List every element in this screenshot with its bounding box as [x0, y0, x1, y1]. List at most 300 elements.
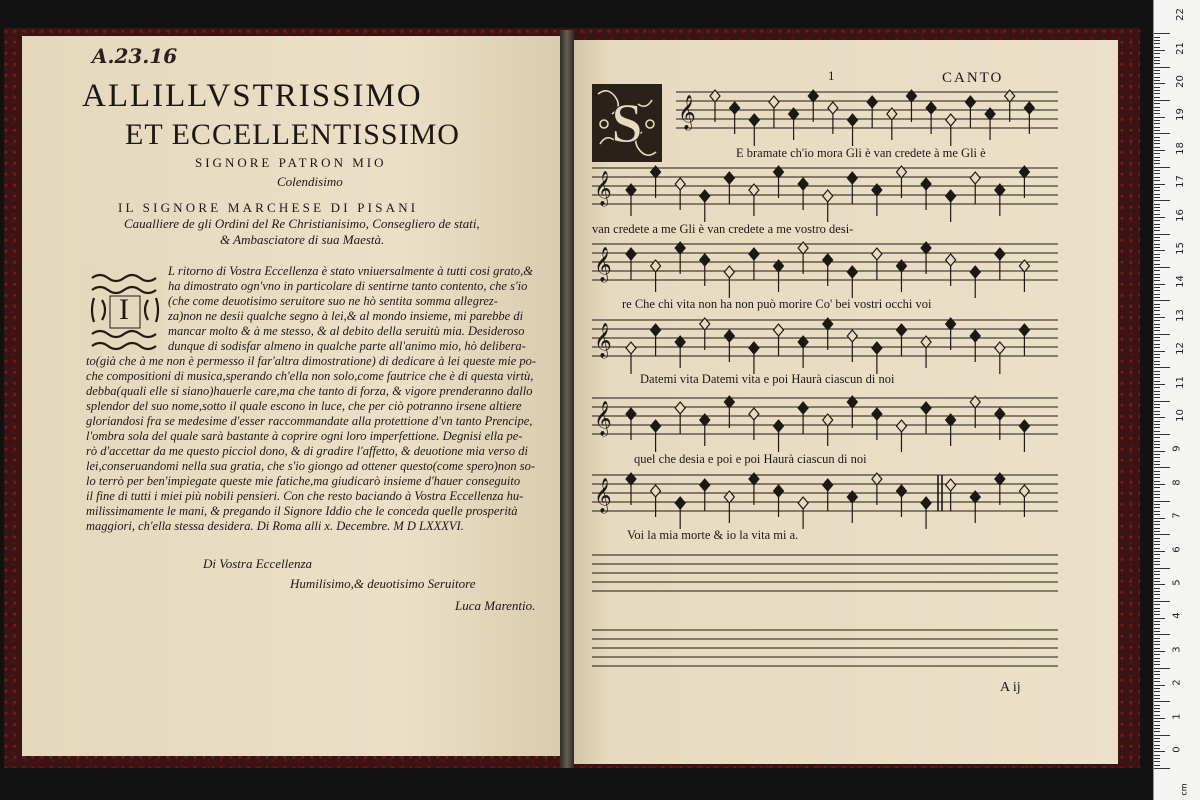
ruler-tick	[1154, 628, 1160, 629]
note-head	[823, 190, 833, 202]
ruler-tick	[1154, 187, 1160, 188]
ruler-tick	[1154, 40, 1160, 41]
ruler-tick	[1154, 421, 1160, 422]
ruler-tick	[1154, 511, 1160, 512]
ruler-tick	[1154, 361, 1160, 362]
note-head	[798, 178, 808, 190]
ruler-tick	[1154, 648, 1160, 649]
ruler-tick	[1154, 638, 1160, 639]
ruler-tick	[1154, 250, 1165, 251]
ruler-tick	[1154, 184, 1165, 185]
title-line-3: SIGNORE PATRON MIO	[195, 155, 387, 170]
ruler-tick	[1154, 741, 1160, 742]
note-head	[1024, 102, 1034, 114]
body-line-8: che compositioni di musica,sperando ch'ella non solo,come fautrice che è di questa virtù,	[86, 369, 534, 383]
note-head	[872, 248, 882, 260]
ruler-tick	[1154, 334, 1170, 335]
ruler-tick	[1154, 651, 1165, 652]
ruler-tick	[1154, 357, 1160, 358]
ruler-tick	[1154, 47, 1160, 48]
ruler-number: 6	[1171, 545, 1183, 553]
ruler-number: 9	[1171, 445, 1183, 453]
ruler-number: 11	[1174, 375, 1186, 389]
closing-line-2: Humilisimo,& deuotisimo Seruitore	[290, 576, 476, 591]
ruler-tick	[1154, 674, 1160, 675]
ruler-tick	[1154, 404, 1160, 405]
note-head	[995, 248, 1005, 260]
note-head	[798, 497, 808, 509]
ruler-tick	[1154, 571, 1160, 572]
note-head	[626, 248, 636, 260]
note-head	[700, 479, 710, 491]
ruler-tick	[1154, 427, 1160, 428]
body-line-3: (che come deuotisimo seruitore suo ne hò sentita somma allegrez-	[168, 294, 498, 308]
ruler-tick	[1154, 43, 1160, 44]
ruler-tick	[1154, 528, 1160, 529]
ruler-tick	[1154, 534, 1170, 535]
note-head	[848, 114, 858, 126]
note-head	[946, 190, 956, 202]
ruler-tick	[1154, 738, 1160, 739]
ruler-tick	[1154, 661, 1160, 662]
ruler-tick	[1154, 461, 1160, 462]
ruler-tick	[1154, 97, 1160, 98]
ruler-tick	[1154, 227, 1160, 228]
ruler-number: 14	[1174, 275, 1186, 289]
ruler-tick	[1154, 487, 1160, 488]
ruler-tick	[1154, 484, 1165, 485]
note-head	[651, 485, 661, 497]
body-line-16: il fine di tutti i miei più nobili pensieri. Con che resto baciando à Vostra Eccellenza hu-	[86, 489, 524, 503]
dedicatee-line-3: & Ambasciatore di sua Maestà.	[220, 232, 385, 247]
note-head	[946, 114, 956, 126]
ruler-tick	[1154, 280, 1160, 281]
ruler-tick	[1154, 755, 1160, 756]
note-head	[847, 266, 857, 278]
ruler-tick	[1154, 751, 1165, 752]
ruler-tick	[1154, 57, 1160, 58]
ruler-tick	[1154, 397, 1160, 398]
body-line-10: splendor del suo nome,sotto il quale escono in luce, che per ciò potranno irsene altiere	[86, 399, 522, 413]
ruler-tick	[1154, 247, 1160, 248]
ruler-tick	[1154, 735, 1170, 736]
ruler-tick	[1154, 558, 1160, 559]
staff-1	[676, 90, 1058, 146]
ruler-tick	[1154, 257, 1160, 258]
ruler-tick	[1154, 107, 1160, 108]
ruler-tick	[1154, 77, 1160, 78]
ruler-tick	[1154, 678, 1160, 679]
ruler-tick	[1154, 494, 1160, 495]
ruler-tick	[1154, 391, 1160, 392]
ruler-tick	[1154, 634, 1170, 635]
ruler-tick	[1154, 153, 1160, 154]
ruler-tick	[1154, 695, 1160, 696]
ruler-tick	[1154, 568, 1170, 569]
ruler-tick	[1154, 591, 1160, 592]
body-line-18: maggiori, ch'ella stessa desidera. Di Roma alli x. Decembre. M D LXXXVI.	[86, 519, 464, 533]
title-line-1: ALLILLVSTRISSIMO	[82, 78, 423, 114]
note-head	[626, 408, 636, 420]
ruler-tick	[1154, 711, 1160, 712]
note-head	[1019, 324, 1029, 336]
ruler-tick	[1154, 297, 1160, 298]
staff-6	[592, 473, 1058, 529]
ruler-tick	[1154, 481, 1160, 482]
treble-clef: 𝄞	[594, 247, 612, 282]
shelfmark: A.23.16	[92, 44, 178, 68]
ruler-tick	[1154, 601, 1170, 602]
ruler-tick	[1154, 698, 1160, 699]
ruler-tick	[1154, 324, 1160, 325]
ruler-number: 19	[1174, 108, 1186, 122]
note-head	[921, 178, 931, 190]
ruler-tick	[1154, 685, 1165, 686]
lyric-line-6: Voi la mia morte & io la vita mi a.	[627, 528, 799, 542]
ruler-tick	[1154, 83, 1165, 84]
ruler-tick	[1154, 467, 1170, 468]
ruler-tick	[1154, 194, 1160, 195]
note-head	[749, 114, 759, 126]
ruler-tick	[1154, 564, 1160, 565]
ruler-number: 5	[1171, 579, 1183, 586]
ruler-tick	[1154, 414, 1160, 415]
ruler-tick	[1154, 758, 1160, 759]
note-head	[774, 420, 784, 432]
ruler-tick	[1154, 300, 1170, 301]
ruler-tick	[1154, 234, 1170, 235]
ruler-tick	[1154, 441, 1160, 442]
ruler-tick	[1154, 514, 1160, 515]
staff-2	[592, 166, 1058, 222]
ruler-tick	[1154, 304, 1160, 305]
ruler-tick	[1154, 50, 1165, 51]
ruler-tick	[1154, 531, 1160, 532]
ruler-tick	[1154, 424, 1160, 425]
treble-clef: 𝄞	[594, 323, 612, 358]
ruler-tick	[1154, 314, 1160, 315]
ruler-tick	[1154, 407, 1160, 408]
ruler-tick	[1154, 588, 1160, 589]
ruler-number: 20	[1174, 75, 1186, 88]
ruler-tick	[1154, 614, 1160, 615]
body-line-1: L ritorno di Vostra Eccellenza è stato vniuersalmente à tutti cosi grato,&	[168, 264, 534, 278]
ruler-number: 8	[1171, 479, 1183, 486]
dedicatee-line-1: IL SIGNORE MARCHESE DI PISANI	[118, 200, 419, 215]
ruler-tick	[1154, 204, 1160, 205]
ruler-tick	[1154, 63, 1160, 64]
ruler-tick	[1154, 170, 1160, 171]
ruler-tick	[1154, 387, 1160, 388]
note-head	[798, 402, 808, 414]
ruler-tick	[1154, 745, 1160, 746]
lyric-line-5: quel che desia e poi e poi Haurà ciascun di noi	[634, 452, 867, 466]
ruler-tick	[1154, 618, 1165, 619]
note-head	[749, 342, 759, 354]
ruler-tick	[1154, 163, 1160, 164]
ruler-tick	[1154, 140, 1160, 141]
ruler-tick	[1154, 608, 1160, 609]
note-head	[651, 324, 661, 336]
ruler-number: 3	[1171, 646, 1183, 653]
ruler-tick	[1154, 701, 1170, 702]
title-line-2: ET ECCELLENTISSIMO	[125, 118, 460, 151]
ruler-tick	[1154, 224, 1160, 225]
note-head	[675, 497, 685, 509]
ruler-tick	[1154, 765, 1160, 766]
ruler-tick	[1154, 598, 1160, 599]
ruler-tick	[1154, 337, 1160, 338]
ruler-tick	[1154, 260, 1160, 261]
ruler-tick	[1154, 200, 1170, 201]
body-line-11: gloriandosi fra se medesime d'esser raccommandate alla protettione d'vn tanto Prencipe,	[86, 414, 533, 428]
body-line-9: debba(quali elle si siano)hauerle care,ma che tanto di forza, & vigore prenderanno dallo	[86, 384, 533, 398]
ruler-tick	[1154, 721, 1160, 722]
ruler-tick	[1154, 70, 1160, 71]
ruler-tick	[1154, 477, 1160, 478]
ruler-tick	[1154, 117, 1165, 118]
note-head	[724, 330, 734, 342]
treble-clef: 𝄞	[594, 401, 612, 436]
treble-clef: 𝄞	[594, 478, 612, 513]
initial-letter-s: S	[611, 93, 643, 155]
body-line-13: rò d'accettar da me questo picciol dono, & di gradire l'affetto, & deuotione mia verso di	[86, 444, 528, 458]
ruler-tick	[1154, 681, 1160, 682]
ruler-tick	[1154, 384, 1165, 385]
ruler-tick	[1154, 604, 1160, 605]
note-head	[675, 402, 685, 414]
ruler-tick	[1154, 274, 1160, 275]
ruler-tick	[1154, 317, 1165, 318]
ruler-tick	[1154, 137, 1160, 138]
ruler-tick	[1154, 197, 1160, 198]
ruler-tick	[1154, 130, 1160, 131]
voice-heading: CANTO	[942, 70, 1004, 86]
lyric-line-1: E bramate ch'io mora Gli è van credete à me Gli è	[736, 146, 986, 160]
staff-4	[592, 318, 1058, 374]
ruler-tick	[1154, 658, 1160, 659]
ruler-tick	[1154, 457, 1160, 458]
ruler-tick	[1154, 127, 1160, 128]
body-line-7: to(già che à me non è permesso il far'altra dimostratione) di dedicare à lei queste mie po-	[86, 354, 537, 368]
ruler-tick	[1154, 431, 1160, 432]
ruler-tick	[1154, 214, 1160, 215]
ruler-tick	[1154, 551, 1165, 552]
lyric-line-4: Datemi vita Datemi vita e poi Haurà ciascun di noi	[640, 372, 895, 386]
note-head	[896, 324, 906, 336]
ruler-tick	[1154, 671, 1160, 672]
ruler-tick	[1154, 294, 1160, 295]
ruler-tick	[1154, 728, 1160, 729]
ruler-tick	[1154, 33, 1170, 34]
ruler-tick	[1154, 641, 1160, 642]
ruler-tick	[1154, 451, 1165, 452]
dedicatee-line-2: Caualliere de gli Ordini del Re Christianisimo, Consegliero de stati,	[124, 216, 480, 231]
ruler-tick	[1154, 330, 1160, 331]
ruler-tick	[1154, 73, 1160, 74]
ruler-tick	[1154, 668, 1170, 669]
ruler-tick	[1154, 244, 1160, 245]
ruler-tick	[1154, 544, 1160, 545]
ruler-tick	[1154, 113, 1160, 114]
ruler-tick	[1154, 621, 1160, 622]
ruler-tick	[1154, 377, 1160, 378]
note-head	[1019, 485, 1029, 497]
note-head	[847, 172, 857, 184]
ruler-tick	[1154, 474, 1160, 475]
ruler-tick	[1154, 143, 1160, 144]
body-line-15: lo terrò per ben'impiegate queste mie fatiche,ma giudicarò insieme d'hauer conseguito	[86, 474, 521, 488]
ruler-number: 15	[1174, 242, 1186, 255]
note-head	[946, 254, 956, 266]
body-line-14: lei,conseruandomi nella sua gratia, che s'io giongo ad ottener questo(come spero)non so-	[86, 459, 536, 473]
ruler-tick	[1154, 340, 1160, 341]
note-head	[651, 420, 661, 432]
note-head	[823, 479, 833, 491]
body-line-6: dunque di sodisfar almeno in qualche parte all'animo mio, hò delibera-	[168, 339, 526, 353]
ruler-tick	[1154, 768, 1170, 769]
ruler-tick	[1154, 150, 1165, 151]
ruler-tick	[1154, 160, 1160, 161]
note-head	[970, 172, 980, 184]
ruler-tick	[1154, 708, 1160, 709]
ruler-tick	[1154, 725, 1160, 726]
ruler-number: 1	[1171, 712, 1183, 720]
ruler-tick	[1154, 444, 1160, 445]
ruler-tick	[1154, 624, 1160, 625]
ruler-tick	[1154, 705, 1160, 706]
signature-mark: A ij	[1000, 680, 1021, 695]
ruler-tick	[1154, 578, 1160, 579]
ruler-tick	[1154, 307, 1160, 308]
ruler-number: 17	[1174, 175, 1186, 189]
ruler-tick	[1154, 644, 1160, 645]
body-line-12: l'ombra sola del quale sarà bastante à coprire ogni loro imperfettione. Degnisi ella pe-	[86, 429, 523, 443]
ruler-tick	[1154, 411, 1160, 412]
ruler-number: 21	[1174, 41, 1186, 55]
ruler-tick	[1154, 497, 1160, 498]
ruler-tick	[1154, 417, 1165, 418]
ruler-tick	[1154, 491, 1160, 492]
ruler-number: 7	[1171, 512, 1183, 519]
ruler-unit: cm	[1179, 783, 1189, 796]
ruler-tick	[1154, 367, 1170, 368]
staff-8	[592, 630, 1058, 666]
note-head	[749, 248, 759, 260]
ruler-tick	[1154, 464, 1160, 465]
note-head	[921, 402, 931, 414]
note-head	[724, 172, 734, 184]
ruler-tick	[1154, 654, 1160, 655]
note-head	[995, 408, 1005, 420]
ruler-tick	[1154, 100, 1170, 101]
ruler-tick	[1154, 715, 1160, 716]
ruler-tick	[1154, 454, 1160, 455]
ruler-number: 13	[1174, 308, 1186, 322]
ruler-tick	[1154, 691, 1160, 692]
ruler-tick	[1154, 351, 1165, 352]
ruler-tick	[1154, 80, 1160, 81]
note-head	[995, 342, 1005, 354]
ruler-number: 10	[1174, 409, 1186, 422]
ruler-tick	[1154, 67, 1170, 68]
ruler-tick	[1154, 761, 1160, 762]
ruler-tick	[1154, 217, 1165, 218]
ruler-number: 2	[1171, 679, 1183, 686]
ruler-tick	[1154, 264, 1160, 265]
note-head	[965, 96, 975, 108]
lyric-line-3: re Che chi vita non ha non può morire Co' bei vostri occhi voi	[622, 297, 932, 311]
ruler-tick	[1154, 401, 1170, 402]
note-head	[774, 485, 784, 497]
ruler-tick	[1154, 731, 1160, 732]
ruler-tick	[1154, 320, 1160, 321]
ruler-tick	[1154, 284, 1165, 285]
ruler-number: 4	[1171, 612, 1183, 620]
ruler-tick	[1154, 190, 1160, 191]
ruler-tick	[1154, 374, 1160, 375]
ruler-tick	[1154, 147, 1160, 148]
ruler-tick	[1154, 574, 1160, 575]
ruler-number: 18	[1174, 141, 1186, 155]
ruler-tick	[1154, 594, 1160, 595]
ruler-tick	[1154, 167, 1170, 168]
ruler-tick	[1154, 180, 1160, 181]
ruler-tick	[1154, 688, 1160, 689]
ruler-tick	[1154, 524, 1160, 525]
ruler-tick	[1154, 447, 1160, 448]
treble-clef: 𝄞	[678, 95, 696, 130]
ruler-tick	[1154, 664, 1160, 665]
ruler-tick	[1154, 237, 1160, 238]
ruler-tick	[1154, 173, 1160, 174]
note-head	[970, 266, 980, 278]
ruler-tick	[1154, 90, 1160, 91]
note-head	[872, 342, 882, 354]
ruler-tick	[1154, 554, 1160, 555]
ruler-tick	[1154, 561, 1160, 562]
note-head	[970, 330, 980, 342]
ruler-tick	[1154, 344, 1160, 345]
ruler-tick	[1154, 177, 1160, 178]
ruler-tick	[1154, 267, 1170, 268]
note-head	[823, 254, 833, 266]
ruler-tick	[1154, 270, 1160, 271]
ruler-number: 16	[1174, 208, 1186, 222]
ruler-tick	[1154, 277, 1160, 278]
note-head	[700, 254, 710, 266]
ruler-tick	[1154, 110, 1160, 111]
title-line-4: Colendisimo	[277, 174, 343, 189]
closing-signature: Luca Marentio.	[455, 598, 536, 613]
note-head	[769, 96, 779, 108]
ruler-tick	[1154, 220, 1160, 221]
ruler-tick	[1154, 501, 1170, 502]
ruler-tick	[1154, 548, 1160, 549]
ruler-tick	[1154, 207, 1160, 208]
ruler-tick	[1154, 364, 1160, 365]
ruler-tick	[1154, 541, 1160, 542]
note-head	[1019, 420, 1029, 432]
ruler-tick	[1154, 310, 1160, 311]
note-head	[749, 408, 759, 420]
staff-3	[592, 242, 1058, 298]
ruler-tick	[1154, 37, 1160, 38]
ruler-tick	[1154, 93, 1160, 94]
lyric-line-2: van credete a me Gli è van credete a me vostro desi-	[592, 222, 854, 236]
closing-line-1: Di Vostra Eccellenza	[203, 556, 313, 571]
body-line-17: milissimamente le mani, & pregando il Signore Iddio che le conceda quelle prosperità	[86, 504, 518, 518]
